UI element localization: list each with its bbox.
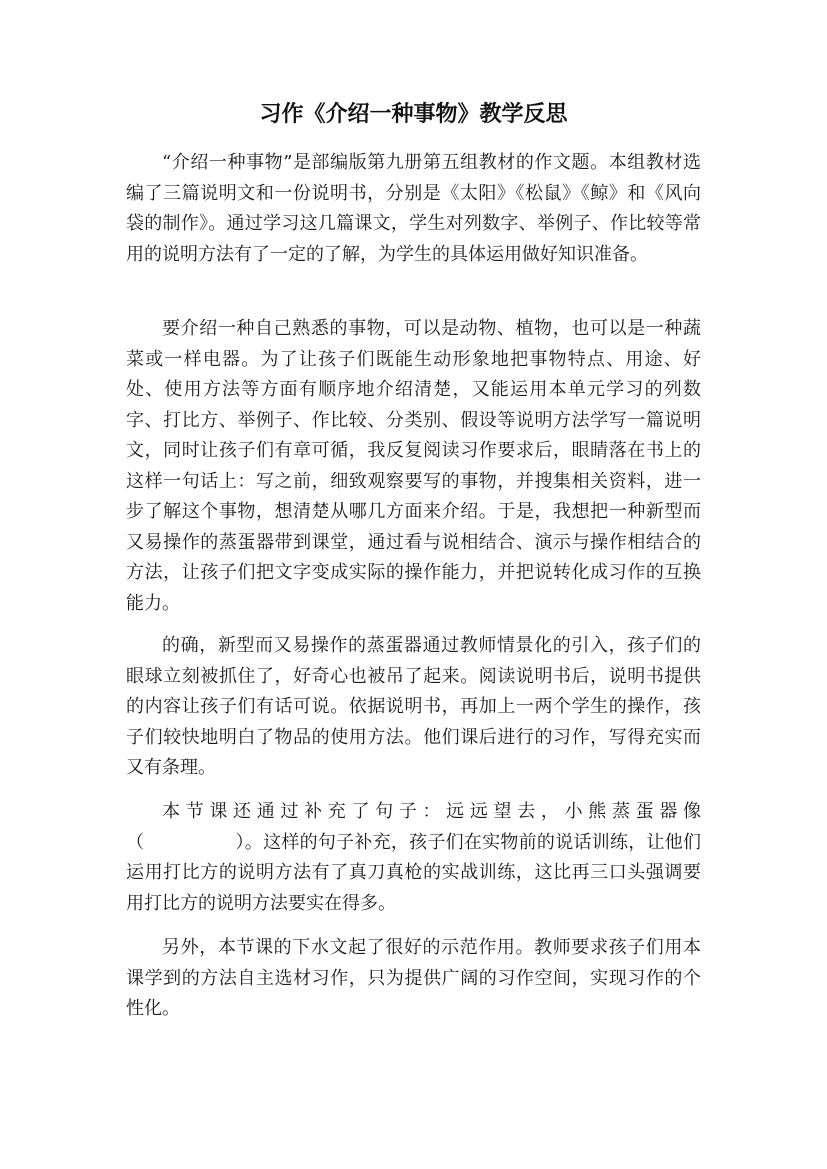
paragraph-intro: “介绍一种事物”是部编版第九册第五组教材的作文题。本组教材选编了三篇说明文和一份说明书，分别是《太阳》《松鼠》《鲸》和《风向袋的制作》。通过学习这几篇课文，学生对列数字、举例子、作比较等常用的说明方法有了一定的了解，为学生的具体运用做好知识准备。 bbox=[126, 152, 701, 265]
paragraph-method: 要介绍一种自己熟悉的事物，可以是动物、植物，也可以是一种蔬菜或一样电器。为了让孩子们既能生动形象地把事物特点、用途、好处、使用方法等方面有顺序地介绍清楚，又能运用本单元学习的列数字、打比方、举例子、作比较、分类别、假设等说明方法学写一篇说明文，同时让孩子们有章可循，我反复阅读习作要求后，眼睛落在书上的这样一句话上：写之前，细致观察要写的事物，并搜集相关资料，进一步了解这个事物，想清楚从哪几方面来介绍。于是，我想把一种新型而又易操作的蒸蛋器带到课堂，通过看与说相结合、演示与操作相结合的方法，让孩子们把文字变成实际的操作能力，并把说转化成习作的互换能力。 bbox=[126, 318, 701, 614]
paragraph-conclusion: 另外，本节课的下水文起了很好的示范作用。教师要求孩子们用本课学到的方法自主选材习作，只为提供广阔的习作空间，实现习作的个性化。 bbox=[126, 937, 701, 1019]
document-title: 习作《介绍一种事物》教学反思 bbox=[259, 102, 568, 127]
paragraph-sentence-practice: 本节课还通过补充了句子：远远望去，小熊蒸蛋器像（ ）。这样的句子补充，孩子们在实物前的说话训练，让他们运用打比方的说明方法有了真刀真枪的实战训练，这比再三口头强调要用打比方的说明方法要实在得多。 bbox=[126, 801, 701, 914]
paragraph-effect: 的确，新型而又易操作的蒸蛋器通过教师情景化的引入，孩子们的眼球立刻被抓住了，好奇心也被吊了起来。阅读说明书后，说明书提供的内容让孩子们有话可说。依据说明书，再加上一两个学生的操作，孩子们较快地明白了物品的使用方法。他们课后进行的习作，写得充实而又有条理。 bbox=[126, 635, 701, 778]
